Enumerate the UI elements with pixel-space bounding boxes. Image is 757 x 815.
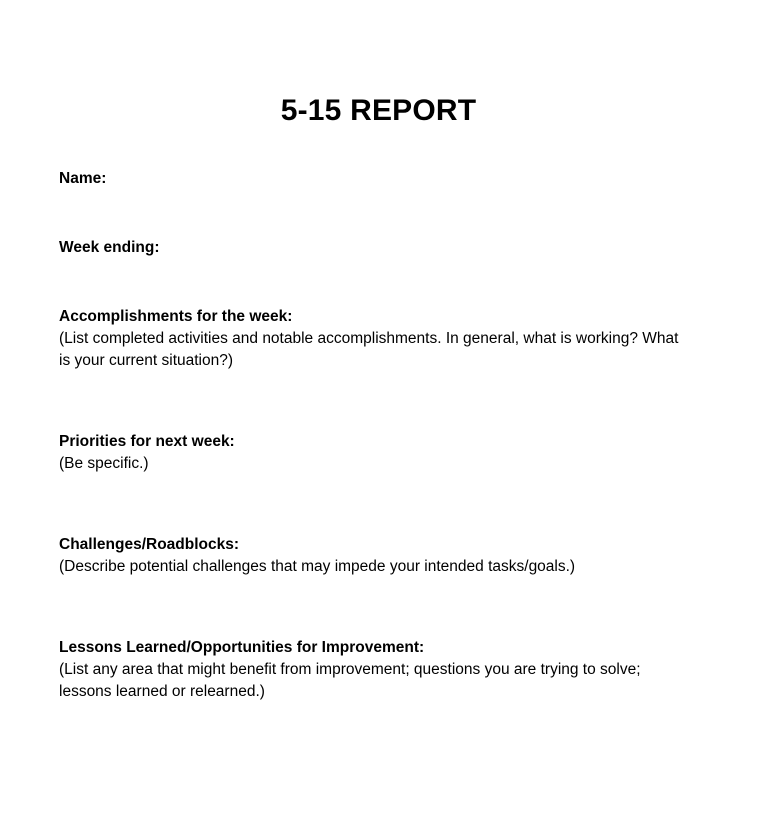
section-spacer bbox=[59, 409, 709, 431]
document-body bbox=[59, 168, 709, 740]
field-week-ending bbox=[59, 237, 709, 258]
section-priorities bbox=[59, 431, 709, 475]
field-name bbox=[59, 168, 709, 189]
section-instruction-priorities: (Be specific.) bbox=[59, 455, 149, 472]
section-instruction-challenges: (Describe potential challenges that may impede your intended tasks/goals.) bbox=[59, 558, 576, 575]
page-title: 5-15 REPORT bbox=[280, 94, 477, 127]
section-accomplishments bbox=[59, 306, 709, 372]
section-heading-lessons-learned: Lessons Learned/Opportunities for Improvement: bbox=[59, 639, 425, 656]
section-spacer bbox=[59, 615, 709, 637]
field-label-name: Name: bbox=[59, 170, 107, 187]
section-instruction-lessons-learned: (List any area that might benefit from improvement; questions you are trying to solve; lessons learned or relearned.) bbox=[59, 661, 641, 700]
section-challenges bbox=[59, 534, 709, 578]
section-heading-challenges: Challenges/Roadblocks: bbox=[59, 536, 240, 553]
section-heading-accomplishments: Accomplishments for the week: bbox=[59, 308, 293, 325]
section-lessons-learned bbox=[59, 637, 709, 703]
section-heading-priorities: Priorities for next week: bbox=[59, 433, 235, 450]
field-label-week-ending: Week ending: bbox=[59, 239, 160, 256]
section-spacer bbox=[59, 512, 709, 534]
section-instruction-accomplishments: (List completed activities and notable accomplishments. In general, what is working? What is your current situation?) bbox=[59, 330, 679, 369]
